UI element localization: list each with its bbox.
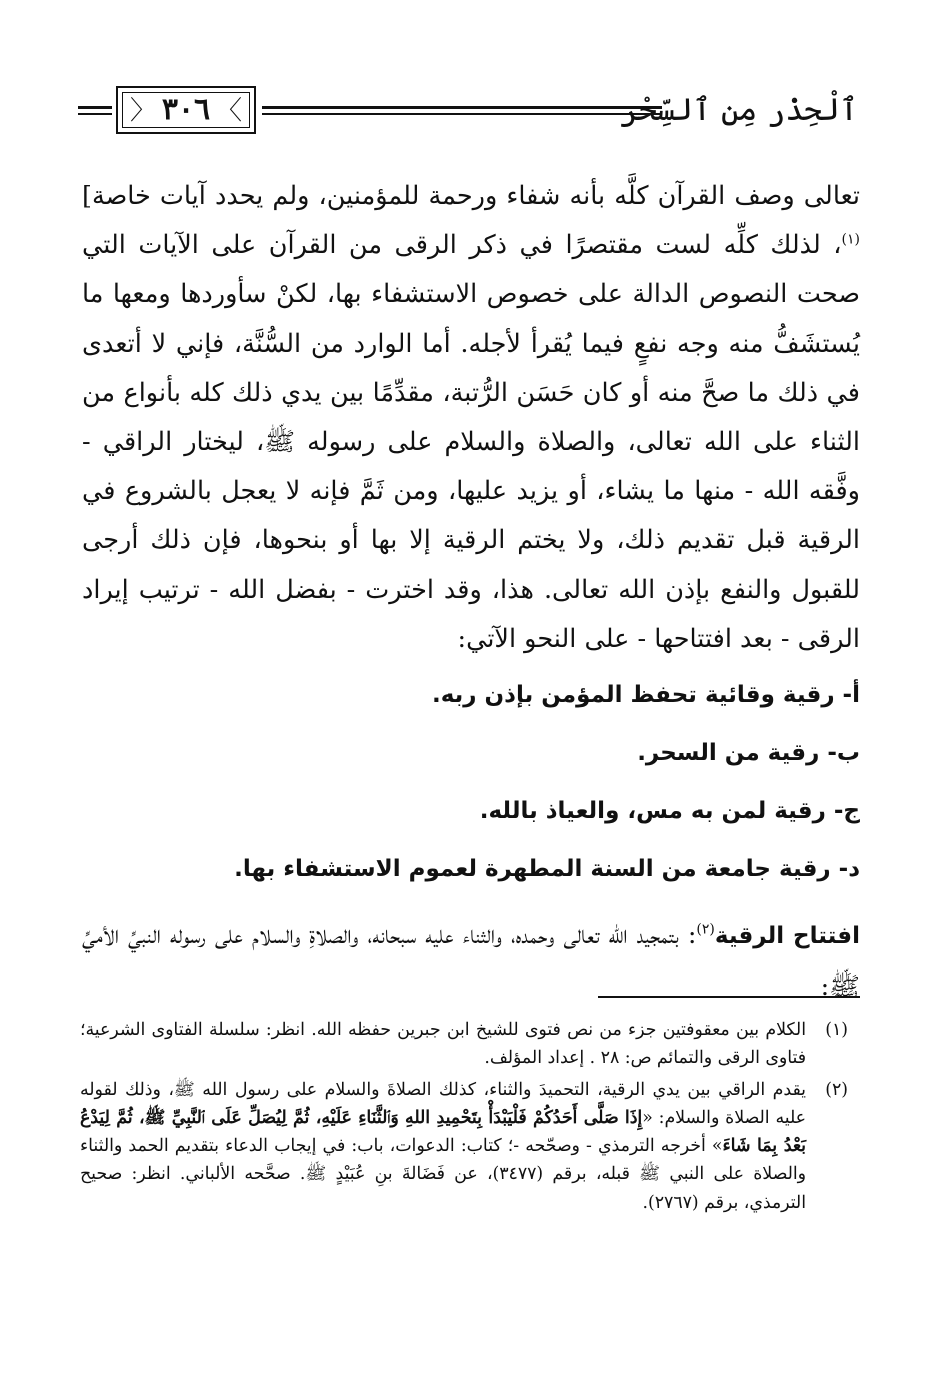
list-item-alif: أ- رقية وقائية تحفظ المؤمن بإذن ربه.: [431, 682, 860, 709]
running-title: ٱلْحِذْر مِن ٱلسِّحْر: [620, 92, 858, 128]
footnotes: [80, 1016, 848, 1220]
footnote-ref-1: (١): [841, 231, 860, 248]
footnote-ref-2: (٢): [696, 921, 715, 938]
ornament-bracket-right: 〈: [215, 96, 242, 126]
page-number: ٣٠٦: [161, 92, 211, 127]
footnote-separator: [598, 996, 860, 998]
page-number-frame: [116, 86, 256, 134]
main-text: [82, 172, 860, 1013]
opening-text: : بتمجيد الله تعالى وحمده، والثناء عليه سبحانه، والصلاةِ والسلام على رسوله النبيِّ الأميِّ ﷺ:: [82, 920, 860, 1003]
footnote-text-before: يقدم الراقي بين يدي الرقية، التحميدَ والثناء، كذلك الصلاةَ والسلام على رسول الله ﷺ، وذلك لقوله عليه الصلاة والسلام: «: [80, 1079, 806, 1128]
header-rule-double: [262, 106, 662, 115]
footnote-2: [80, 1076, 848, 1217]
list-item-dal: د- رقية جامعة من السنة المطهرة لعموم الاستشفاء بها.: [234, 856, 860, 883]
ornament-bracket-left: 〉: [130, 96, 157, 126]
footnote-number: (١): [825, 1020, 848, 1040]
footnote-text: الكلام بين معقوفتين جزء من نص فتوى للشيخ ابن جبرين حفظه الله. انظر: سلسلة الفتاوى الشرعية؛ فتاوى الرقى والتمائم ص: ٢٨ . إعداد المؤلف.: [80, 1020, 806, 1069]
ruqya-order-list: [82, 678, 860, 886]
list-item-ba: ب- رقية من السحر.: [637, 740, 860, 767]
footnote-text-after: » أخرجه الترمذي - وصحّحه -؛ كتاب: الدعوات، باب: في إيجاب الدعاء بتقديم الحمد والثناء والصلاة على النبي ﷺ قبله، برقم (٣٤٧٧)، عن فَضَالةَ بنِ عُبَيْدٍ ﷺ. صحَّحه الألباني. انظر: صحيح الترمذي، برقم (٢٧٦٧).: [80, 1136, 806, 1213]
body-paragraph: [82, 172, 860, 664]
footnote-1: [80, 1016, 848, 1073]
footnote-number: (٢): [825, 1079, 848, 1100]
hadith-quote: إِذَا صَلَّى أَحَدُكُمْ فَلْيَبْدَأْ بِتَحْمِيدِ اللهِ وَٱلثَّنَاءِ عَلَيْهِ، ثُمَّ لِيُصَلِّ عَلَى ٱلنَّبِيِّ ﷺ، ثُمَّ لِيَدْعُ بَعْدُ بِمَا شَاءَ: [80, 1107, 806, 1157]
list-item-jim: ج- رقية لمن به مس، والعياذ بالله.: [479, 798, 860, 825]
footnote-text: [80, 1076, 806, 1217]
page-header: [78, 86, 858, 138]
paragraph-text-rest: ، لذلك كلِّه لست مقتصرًا في ذكر الرقى من القرآن على الآيات التي صحت النصوص الدالة على خصوص الاستشفاء بها، لكنْ سأوردها ومعها ما يُستشَفُّ منه وجه نفعٍ فيما يُقرأ لأجله. أما الوارد من السُّنَّة، فإني لا أتعدى في ذلك ما صحَّ منه أو كان حَسَن الرُّتبة، مقدِّمًا بين يدي ذلك كله بأنواع من الثناء على الله تعالى، والصلاة والسلام على رسوله ﷺ، ليختار الراقي - وفَّقه الله - منها ما يشاء، أو يزيد عليها، ومن ثَمَّ فإنه لا يعجل بالشروع في الرقية قبل تقديم ذلك، ولا يختم الرقية إلا بها أو بنحوها، فإن ذلك أرجى للقبول والنفع بإذن الله تعالى. هذا، وقد اخترت - بفضل الله - ترتيب إيراد الرقى - بعد افتتاحها - على النحو الآتي:: [82, 230, 861, 654]
opening-heading: افتتاح الرقية: [714, 923, 860, 950]
paragraph-text: تعالى وصف القرآن كلَّه بأنه شفاء ورحمة للمؤمنين، ولم يحدد آيات خاصة]: [82, 181, 860, 211]
header-rule-short: [78, 106, 112, 115]
